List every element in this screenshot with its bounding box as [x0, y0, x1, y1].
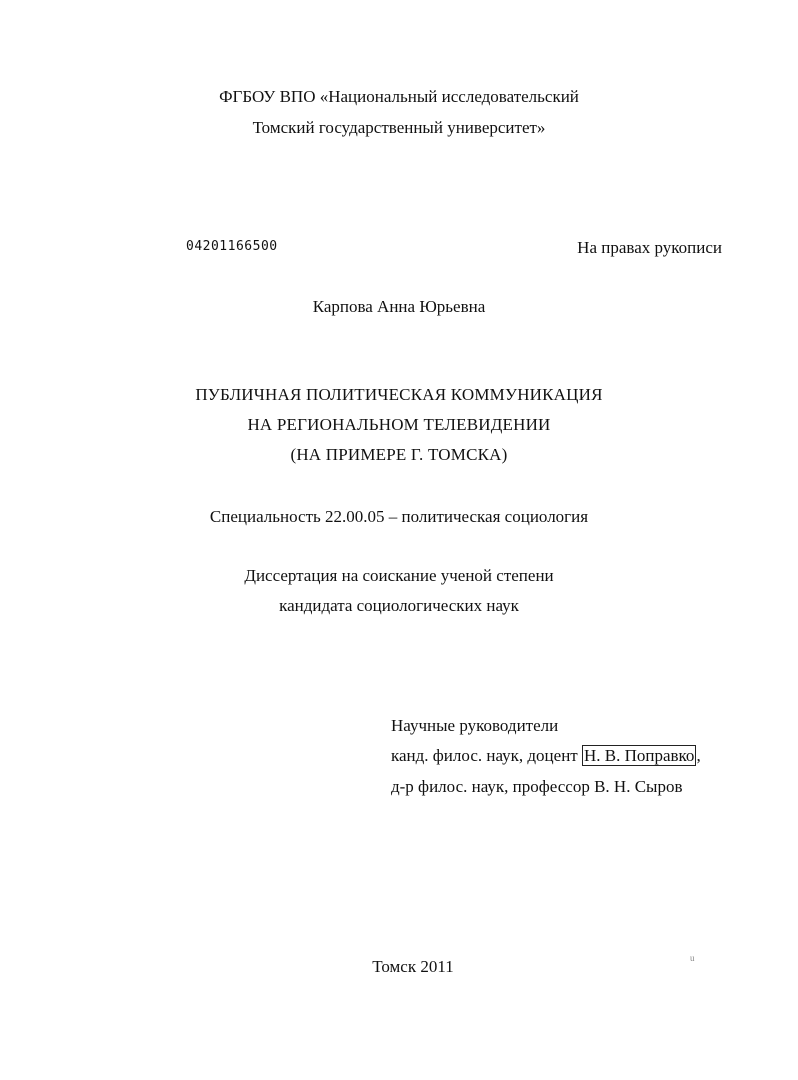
supervisor-1	[391, 747, 701, 764]
supervisor-2: д-р филос. наук, профессор В. Н. Сыров	[391, 777, 683, 796]
org-name-line1: ФГБОУ ВПО «Национальный исследовательский	[219, 87, 579, 106]
specialty: Специальность 22.00.05 – политическая социология	[209, 507, 589, 526]
degree-line2: кандидата социологических наук	[279, 596, 519, 615]
scan-mark: u	[690, 953, 695, 963]
thesis-title-line1: ПУБЛИЧНАЯ ПОЛИТИЧЕСКАЯ КОММУНИКАЦИЯ	[195, 385, 603, 404]
archive-code: 04201166500	[186, 239, 278, 254]
author-name: Карпова Анна Юрьевна	[312, 297, 486, 316]
supervisor-1-comma: ,	[696, 746, 701, 765]
supervisor-1-name: Н. В. Поправко	[583, 746, 695, 765]
thesis-title-line2: НА РЕГИОНАЛЬНОМ ТЕЛЕВИДЕНИИ	[247, 415, 551, 434]
supervisors-heading: Научные руководители	[391, 716, 559, 735]
rights-notice: На правах рукописи	[577, 238, 722, 257]
thesis-title-line3: (НА ПРИМЕРЕ Г. ТОМСКА)	[290, 445, 508, 464]
place-year: Томск 2011	[372, 957, 454, 976]
supervisor-1-title: канд. филос. наук, доцент	[391, 746, 578, 765]
degree-line1: Диссертация на соискание ученой степени	[244, 566, 554, 585]
org-name-line2: Томский государственный университет»	[252, 118, 546, 137]
